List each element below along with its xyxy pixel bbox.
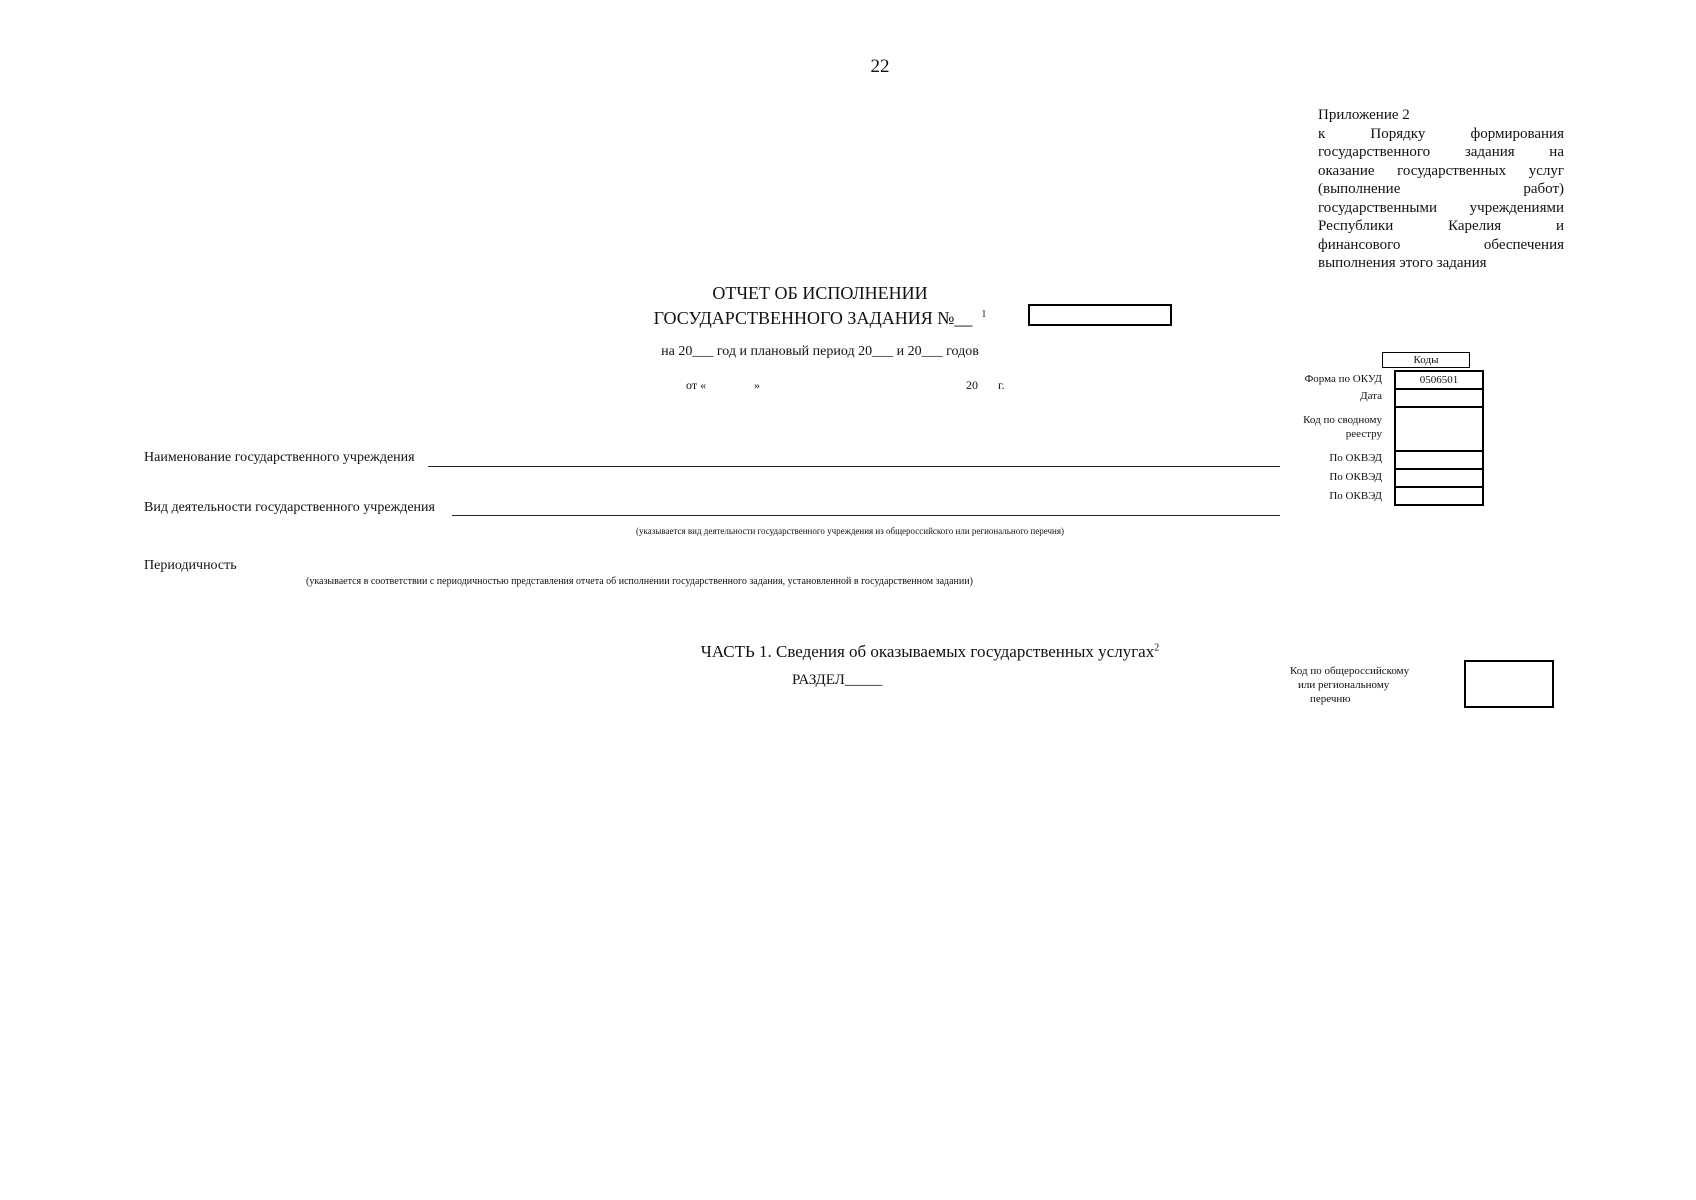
date-label: Дата: [1360, 390, 1382, 402]
section-label: РАЗДЕЛ_____: [792, 672, 883, 688]
footnote-mark: 2: [1154, 642, 1160, 654]
date-close: »: [754, 378, 760, 392]
report-title-line1: ОТЧЕТ ОБ ИСПОЛНЕНИИ: [712, 283, 928, 303]
date-suffix: г.: [998, 378, 1005, 392]
appendix-line: (выполнение работ): [1318, 181, 1564, 197]
institution-name-label: Наименование государственного учреждения: [144, 450, 415, 465]
activity-field[interactable]: [452, 515, 1280, 516]
okud-label: Форма по ОКУД: [1304, 373, 1382, 385]
footnote-mark: 1: [981, 309, 987, 320]
institution-name-field[interactable]: [428, 466, 1280, 467]
periodicity-label: Периодичность: [144, 558, 237, 573]
appendix-note: [1318, 106, 1564, 273]
okved-label: По ОКВЭД: [1329, 452, 1382, 464]
report-period: на 20___ год и плановый период 20___ и 20___ годов: [661, 344, 979, 359]
okved-code-cell[interactable]: [1394, 450, 1484, 470]
appendix-title: Приложение 2: [1318, 107, 1410, 123]
okved-code-cell[interactable]: [1394, 468, 1484, 488]
okved-label: По ОКВЭД: [1329, 471, 1382, 483]
okved-code-cell[interactable]: [1394, 486, 1484, 506]
appendix-line: государственными учреждениями: [1318, 199, 1564, 216]
appendix-line: выполнения этого задания: [1318, 255, 1487, 271]
appendix-line: Республики Карелия и: [1318, 218, 1564, 234]
appendix-line: оказание государственных услуг: [1318, 162, 1564, 179]
periodicity-hint: (указывается в соответствии с периодичностью представления отчета об исполнении государственного задания, установленной в государственном задании): [306, 576, 973, 587]
registry-label-line1: Код по сводному: [1303, 414, 1382, 426]
part1-title: ЧАСТЬ 1. Сведения об оказываемых государственных услугах$^2$: [700, 642, 1160, 661]
okud-code-cell: 0506501: [1394, 370, 1484, 390]
report-number-box[interactable]: [1028, 304, 1172, 326]
appendix-line: государственного задания на: [1318, 144, 1564, 160]
registry-code-cell[interactable]: [1394, 406, 1484, 452]
date-open: от «: [686, 378, 707, 392]
okved-label: По ОКВЭД: [1329, 490, 1382, 502]
report-title: [560, 282, 1080, 329]
report-title-line2: ГОСУДАРСТВЕННОГО ЗАДАНИЯ №__ $^1$: [653, 308, 987, 328]
activity-label: Вид деятельности государственного учреждения: [144, 500, 435, 515]
appendix-line: к Порядку формирования: [1318, 125, 1564, 142]
date-year: 20: [966, 378, 978, 392]
list-code-box[interactable]: [1464, 660, 1554, 708]
codes-header: Коды: [1382, 352, 1470, 368]
page-number: 22: [870, 56, 890, 77]
activity-hint: (указывается вид деятельности государственного учреждения из общероссийского или регионального перечня): [636, 526, 1064, 536]
appendix-line: финансового обеспечения: [1318, 236, 1564, 253]
registry-label-line2: реестру: [1345, 428, 1382, 440]
date-code-cell[interactable]: [1394, 388, 1484, 408]
list-code-label: Код по общероссийскому или региональному перечню: [1290, 665, 1410, 705]
